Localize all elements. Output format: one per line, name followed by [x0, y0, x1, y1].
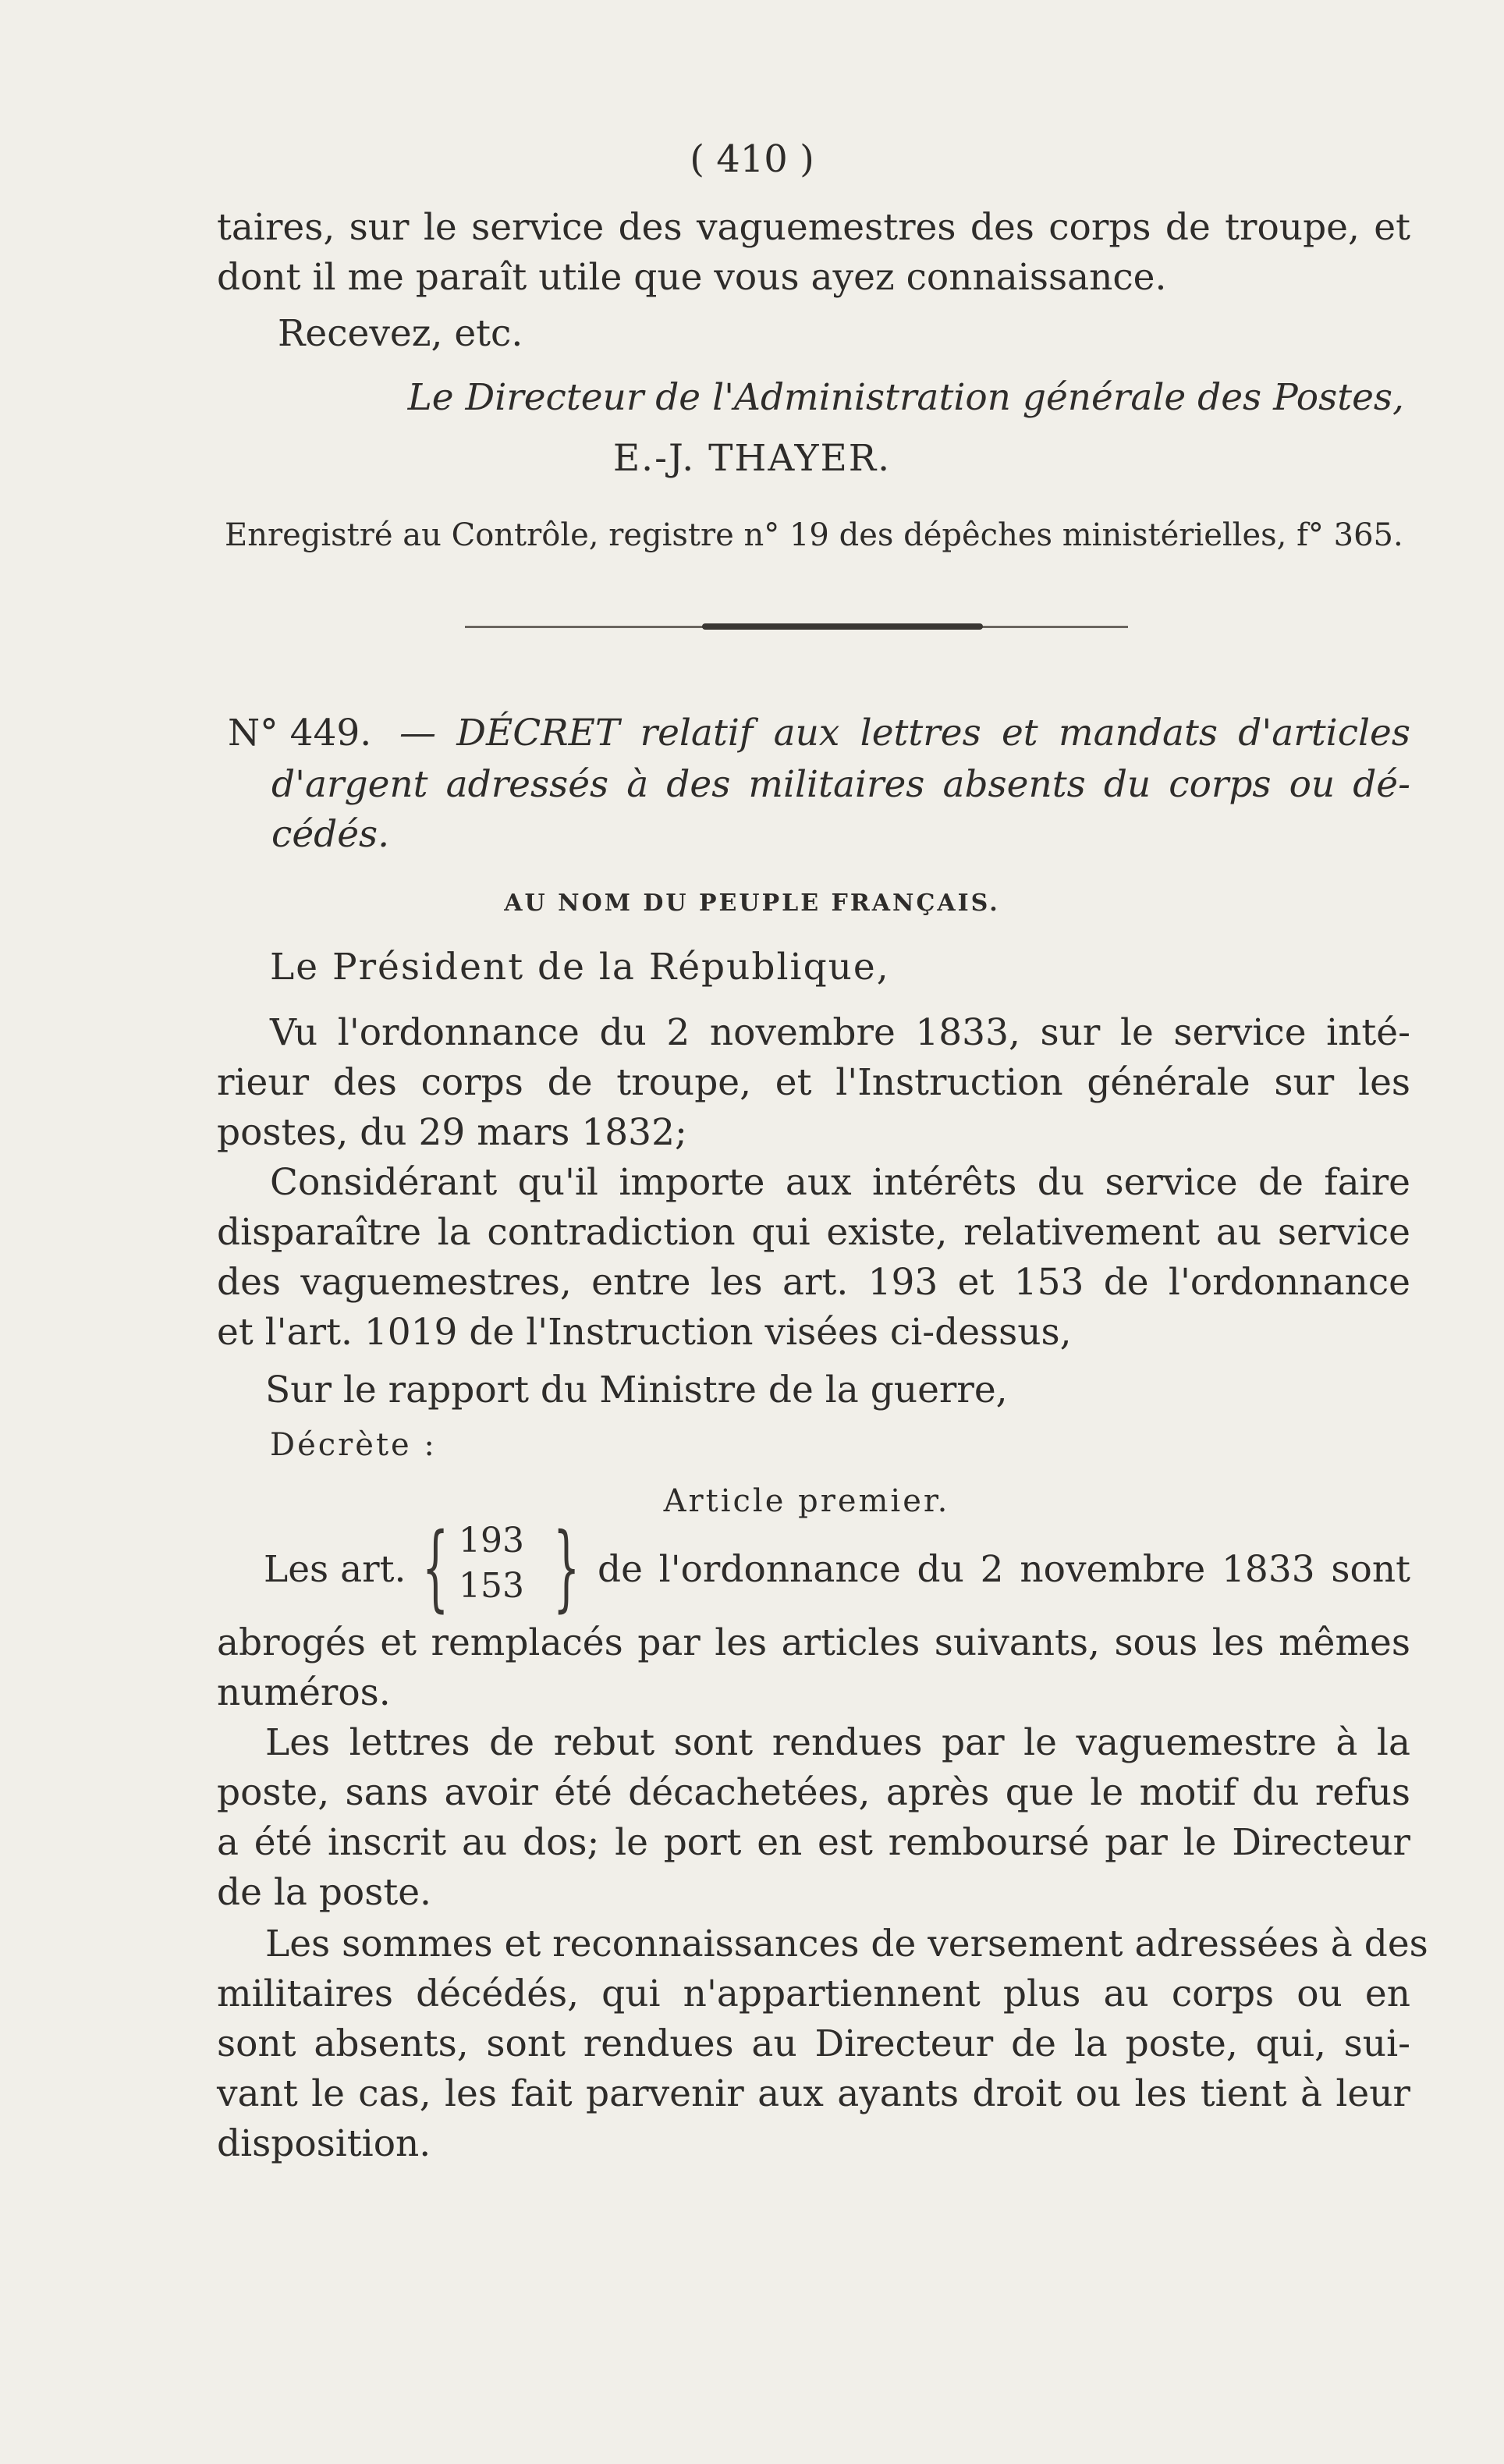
text-line: vant le cas, les fait parvenir aux ayants droit ou les tient à leur: [217, 2072, 1410, 2115]
page-number: ( 410 ): [690, 137, 814, 181]
signature-title: Le Directeur de l'Administration générale des Postes,: [407, 376, 1404, 419]
text-line: a été inscrit au dos; le port en est remboursé par le Directeur: [217, 1821, 1410, 1864]
text-line: abrogés et remplacés par les articles suivants, sous les mêmes: [217, 1621, 1410, 1664]
text-line: et l'art. 1019 de l'Instruction visées ci-dessus,: [217, 1311, 1072, 1354]
decree-title: cédés.: [271, 813, 390, 856]
registration-note: Enregistré au Contrôle, registre n° 19 des dépêches ministérielles, f° 365.: [225, 517, 1403, 553]
decrete-line: Décrète :: [270, 1427, 437, 1463]
article-heading: Article premier.: [663, 1483, 950, 1519]
text-line: postes, du 29 mars 1832;: [217, 1111, 687, 1154]
text-line: Considérant qu'il importe aux intérêts du service de faire: [270, 1161, 1410, 1204]
brace-right: }: [552, 1514, 580, 1622]
text-line: disparaître la contradiction qui existe, relativement au service: [217, 1211, 1410, 1254]
decree-title: d'argent adressés à des militaires absents du corps ou dé-: [271, 763, 1410, 806]
decree-title: — DÉCRET relatif aux lettres et mandats d'articles: [399, 712, 1410, 754]
text-line: numéros.: [217, 1671, 391, 1714]
text-line: de la poste.: [217, 1871, 431, 1914]
text-line: poste, sans avoir été décachetées, après que le motif du refus: [217, 1771, 1410, 1814]
text-line: Sur le rapport du Ministre de la guerre,: [265, 1369, 1008, 1411]
signature-name: E.-J. THAYER.: [612, 437, 892, 480]
closing-greeting: Recevez, etc.: [278, 312, 523, 355]
decree-number: N° 449.: [228, 712, 372, 754]
text-line: Les lettres de rebut sont rendues par le vaguemestre à la: [265, 1721, 1410, 1764]
decree-header: AU NOM DU PEUPLE FRANÇAIS.: [504, 889, 1000, 917]
article-number: 193: [459, 1521, 524, 1560]
article-ref-label: Les art.: [264, 1548, 406, 1591]
text-line: Les sommes et reconnaissances de versement adressées à des: [265, 1923, 1428, 1965]
text-line: de l'ordonnance du 2 novembre 1833 sont: [598, 1548, 1410, 1591]
brace-left: {: [421, 1514, 449, 1622]
text-line: rieur des corps de troupe, et l'Instruction générale sur les: [217, 1061, 1410, 1104]
text-line: militaires décédés, qui n'appartiennent plus au corps ou en: [217, 1972, 1410, 2015]
text-line: dont il me paraît utile que vous ayez connaissance.: [217, 256, 1167, 299]
text-line: sont absents, sont rendues au Directeur de la poste, qui, sui-: [217, 2022, 1410, 2065]
text-line: des vaguemestres, entre les art. 193 et 153 de l'ordonnance: [217, 1261, 1410, 1304]
article-number: 153: [459, 1566, 524, 1606]
president-line: Le Président de la République,: [270, 946, 890, 989]
section-divider-center: [702, 623, 983, 630]
text-line: Vu l'ordonnance du 2 novembre 1833, sur le service inté-: [270, 1011, 1410, 1054]
text-line: taires, sur le service des vaguemestres des corps de troupe, et: [217, 206, 1410, 249]
text-line: disposition.: [217, 2122, 431, 2165]
